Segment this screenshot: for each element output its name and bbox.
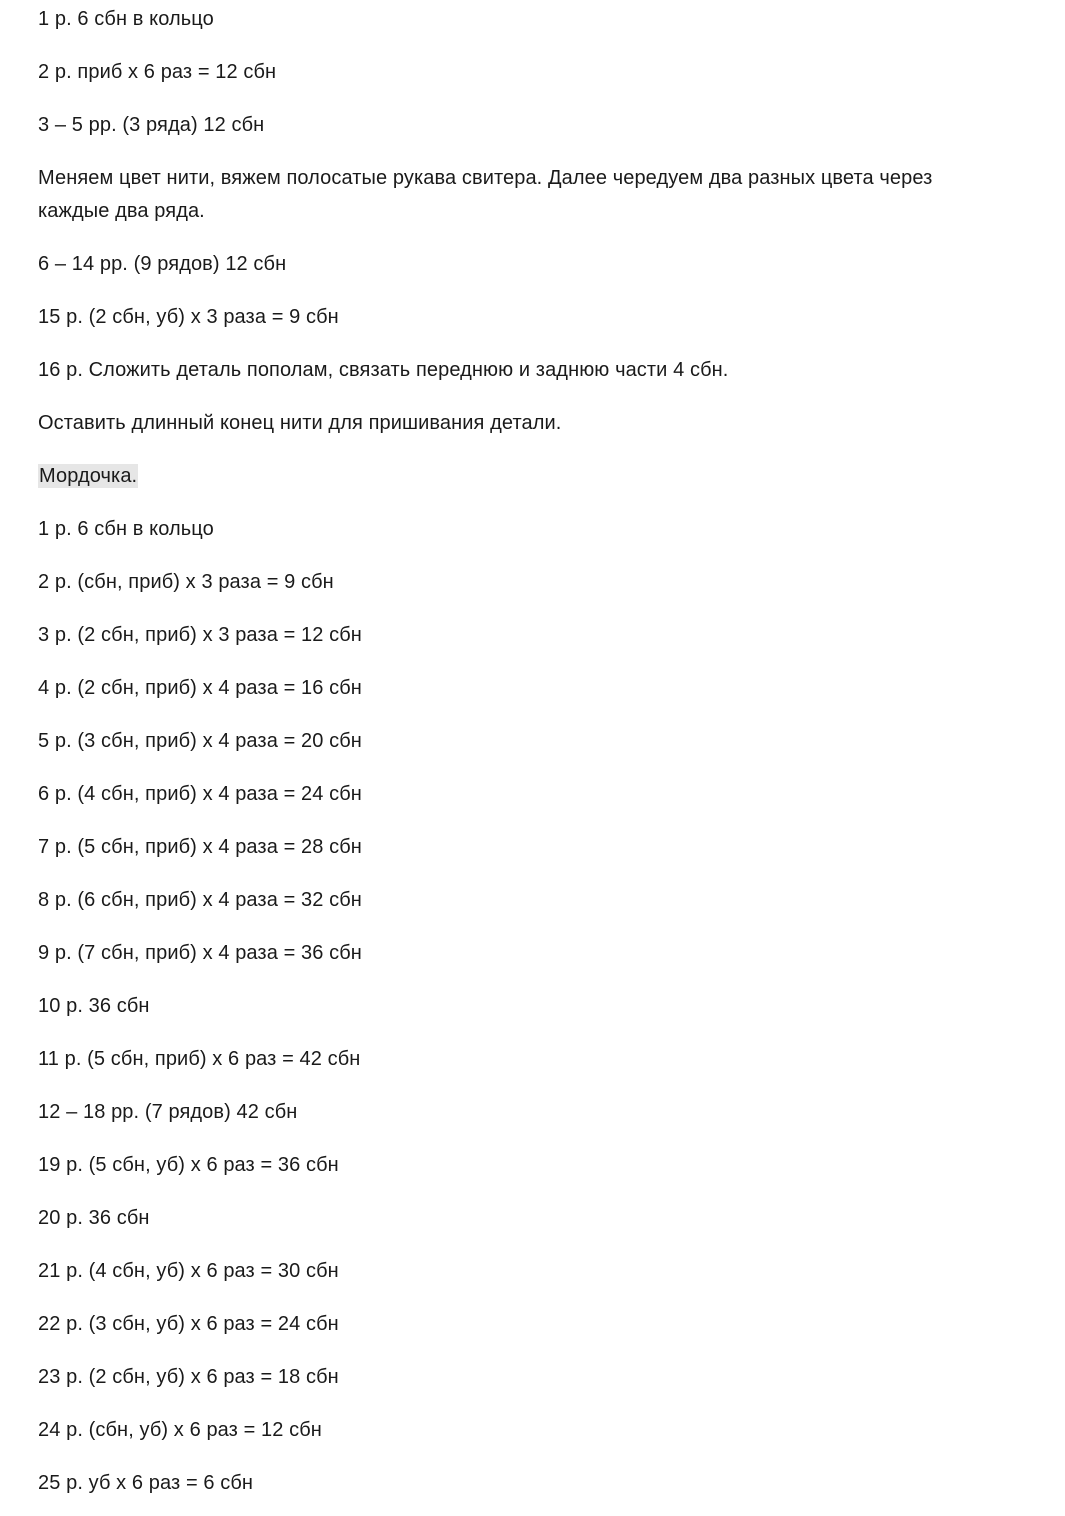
muzzle-row: 20 р. 36 сбн (38, 1207, 150, 1229)
muzzle-row: 5 р. (3 сбн, приб) х 4 раза = 20 сбн (38, 730, 362, 752)
sleeve-row-15: 15 р. (2 сбн, уб) х 3 раза = 9 сбн (38, 306, 339, 328)
sleeve-note-line-1: Меняем цвет нити, вяжем полосатые рукава свитера. Далее чередуем два разных цвета через (38, 167, 933, 189)
sleeve-row-16: 16 р. Сложить деталь пополам, связать переднюю и заднюю части 4 сбн. (38, 359, 729, 381)
muzzle-row: 2 р. (сбн, приб) х 3 раза = 9 сбн (38, 571, 334, 593)
muzzle-row: 9 р. (7 сбн, приб) х 4 раза = 36 сбн (38, 942, 362, 964)
muzzle-row: 7 р. (5 сбн, приб) х 4 раза = 28 сбн (38, 836, 362, 858)
sleeve-note-line-2: каждые два ряда. (38, 200, 205, 222)
muzzle-heading-text: Мордочка. (39, 465, 138, 487)
muzzle-row: 12 – 18 рр. (7 рядов) 42 сбн (38, 1101, 298, 1123)
muzzle-row: 1 р. 6 сбн в кольцо (38, 518, 214, 540)
muzzle-row: 22 р. (3 сбн, уб) х 6 раз = 24 сбн (38, 1313, 339, 1335)
muzzle-row: 6 р. (4 сбн, приб) х 4 раза = 24 сбн (38, 783, 362, 805)
sleeve-row-3-5: 3 – 5 рр. (3 ряда) 12 сбн (38, 114, 265, 136)
sleeve-row-6-14: 6 – 14 рр. (9 рядов) 12 сбн (38, 253, 287, 275)
muzzle-row: 11 р. (5 сбн, приб) х 6 раз = 42 сбн (38, 1048, 361, 1070)
sleeve-row-2: 2 р. приб х 6 раз = 12 сбн (38, 61, 277, 83)
sleeve-row-1: 1 р. 6 сбн в кольцо (38, 8, 214, 30)
muzzle-row: 8 р. (6 сбн, приб) х 4 раза = 32 сбн (38, 889, 362, 911)
muzzle-row: 3 р. (2 сбн, приб) х 3 раза = 12 сбн (38, 624, 362, 646)
muzzle-row: 21 р. (4 сбн, уб) х 6 раз = 30 сбн (38, 1260, 339, 1282)
muzzle-heading (38, 464, 138, 488)
muzzle-row: 24 р. (сбн, уб) х 6 раз = 12 сбн (38, 1419, 322, 1441)
sleeve-finish-note: Оставить длинный конец нити для пришивания детали. (38, 412, 562, 434)
muzzle-row: 4 р. (2 сбн, приб) х 4 раза = 16 сбн (38, 677, 362, 699)
muzzle-row: 19 р. (5 сбн, уб) х 6 раз = 36 сбн (38, 1154, 339, 1176)
muzzle-row: 10 р. 36 сбн (38, 995, 150, 1017)
muzzle-row: 25 р. уб х 6 раз = 6 сбн (38, 1472, 254, 1494)
muzzle-row: 23 р. (2 сбн, уб) х 6 раз = 18 сбн (38, 1366, 339, 1388)
